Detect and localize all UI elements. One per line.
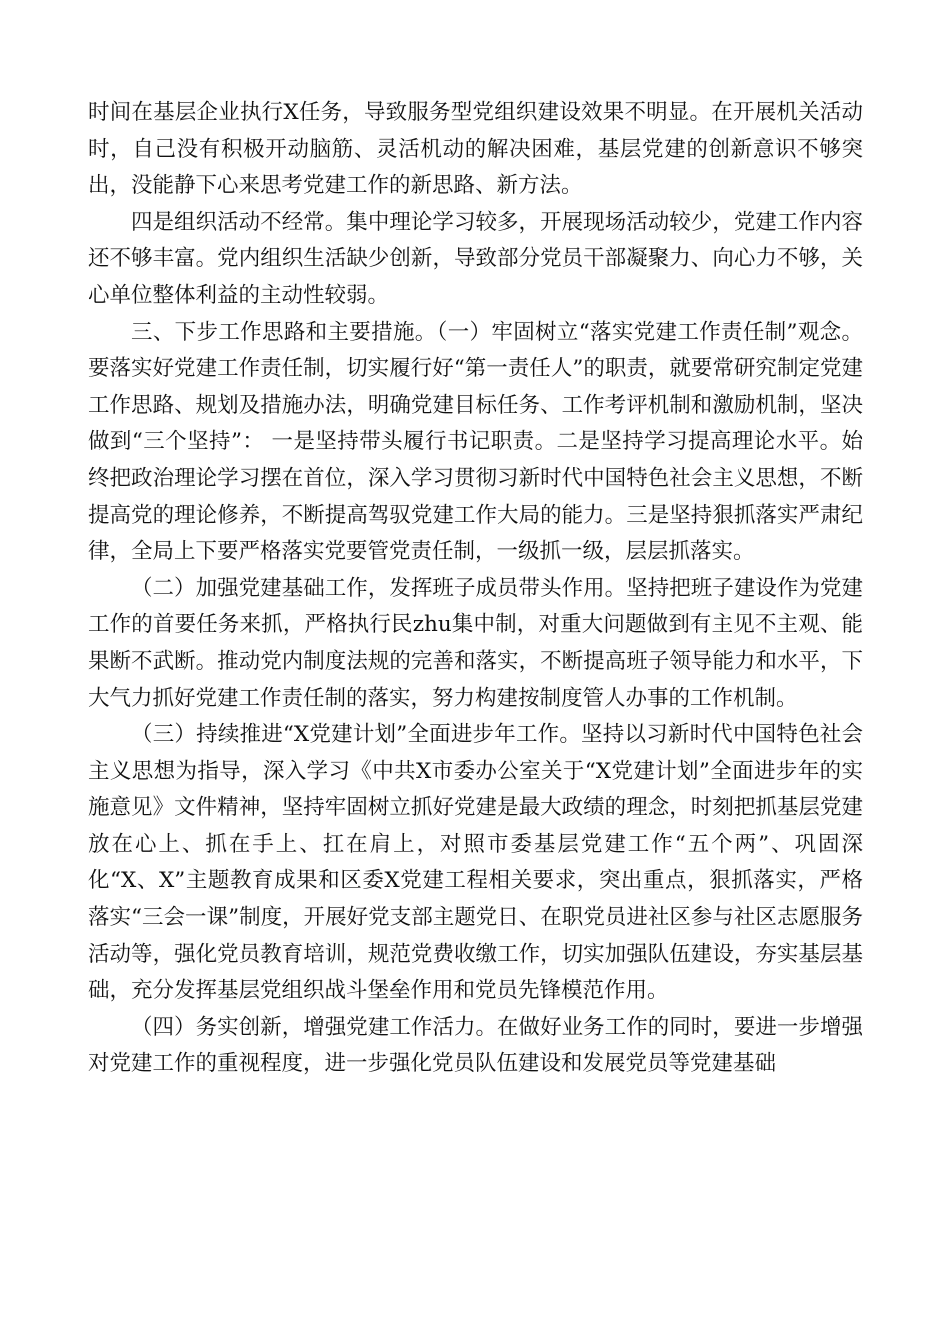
document-page <box>88 95 863 1083</box>
paragraph-item-four: （四）务实创新，增强党建工作活力。在做好业务工作的同时，要进一步增强对党建工作的重视程度，进一步强化党员队伍建设和发展党员等党建基础 <box>88 1014 863 1077</box>
paragraph-item-three: （三）持续推进“X党建计划”全面进步年工作。坚持以习新时代中国特色社会主义思想为指导，深入学习《中共X市委办公室关于“X党建计划”全面进步年的实施意见》文件精神，坚持牢固树立抓好党建是最大政绩的理念，时刻把抓基层党建放在心上、抓在手上、扛在肩上，对照市委基层党建工作“五个两”、巩固深化“X、X”主题教育成果和区委X党建工程相关要求，突出重点，狠抓落实，严格落实“三会一课”制度，开展好党支部主题党日、在职党员进社区参与社区志愿服务活动等，强化党员教育培训，规范党费收缴工作，切实加强队伍建设，夯实基层基础，充分发挥基层党组织战斗堡垒作用和党员先锋模范作用。 <box>88 722 863 1004</box>
paragraph-point-four: 四是组织活动不经常。集中理论学习较多，开展现场活动较少，党建工作内容还不够丰富。党内组织生活缺少创新，导致部分党员干部凝聚力、向心力不够，关心单位整体利益的主动性较弱。 <box>88 209 863 308</box>
paragraph-item-two: （二）加强党建基础工作，发挥班子成员带头作用。坚持把班子建设作为党建工作的首要任务来抓，严格执行民zhu集中制，对重大问题做到有主见不主观、能果断不武断。推动党内制度法规的完善和落实，不断提高班子领导能力和水平，下大气力抓好党建工作责任制的落实，努力构建按制度管人办事的工作机制。 <box>88 575 863 711</box>
paragraph-section-three: 三、下步工作思路和主要措施。（一）牢固树立“落实党建工作责任制”观念。要落实好党建工作责任制，切实履行好“第一责任人”的职责，就要常研究制定党建工作思路、规划及措施办法，明确党建目标任务、工作考评机制和激励机制，坚决做到“三个坚持”： 一是坚持带头履行书记职责。二是坚持学习提高理论水平。始终把政治理论学习摆在首位，深入学习贯彻习新时代中国特色社会主义思想，不断提高党的理论修养，不断提高驾驭党建工作大局的能力。三是坚持狠抓落实严肃纪律，全局上下要严格落实党要管党责任制，一级抓一级，层层抓落实。 <box>88 319 863 565</box>
paragraph-continued-intro: 时间在基层企业执行X任务，导致服务型党组织建设效果不明显。在开展机关活动时，自己没有积极开动脑筋、灵活机动的解决困难，基层党建的创新意识不够突出，没能静下心来思考党建工作的新思路、新方法。 <box>88 100 863 199</box>
